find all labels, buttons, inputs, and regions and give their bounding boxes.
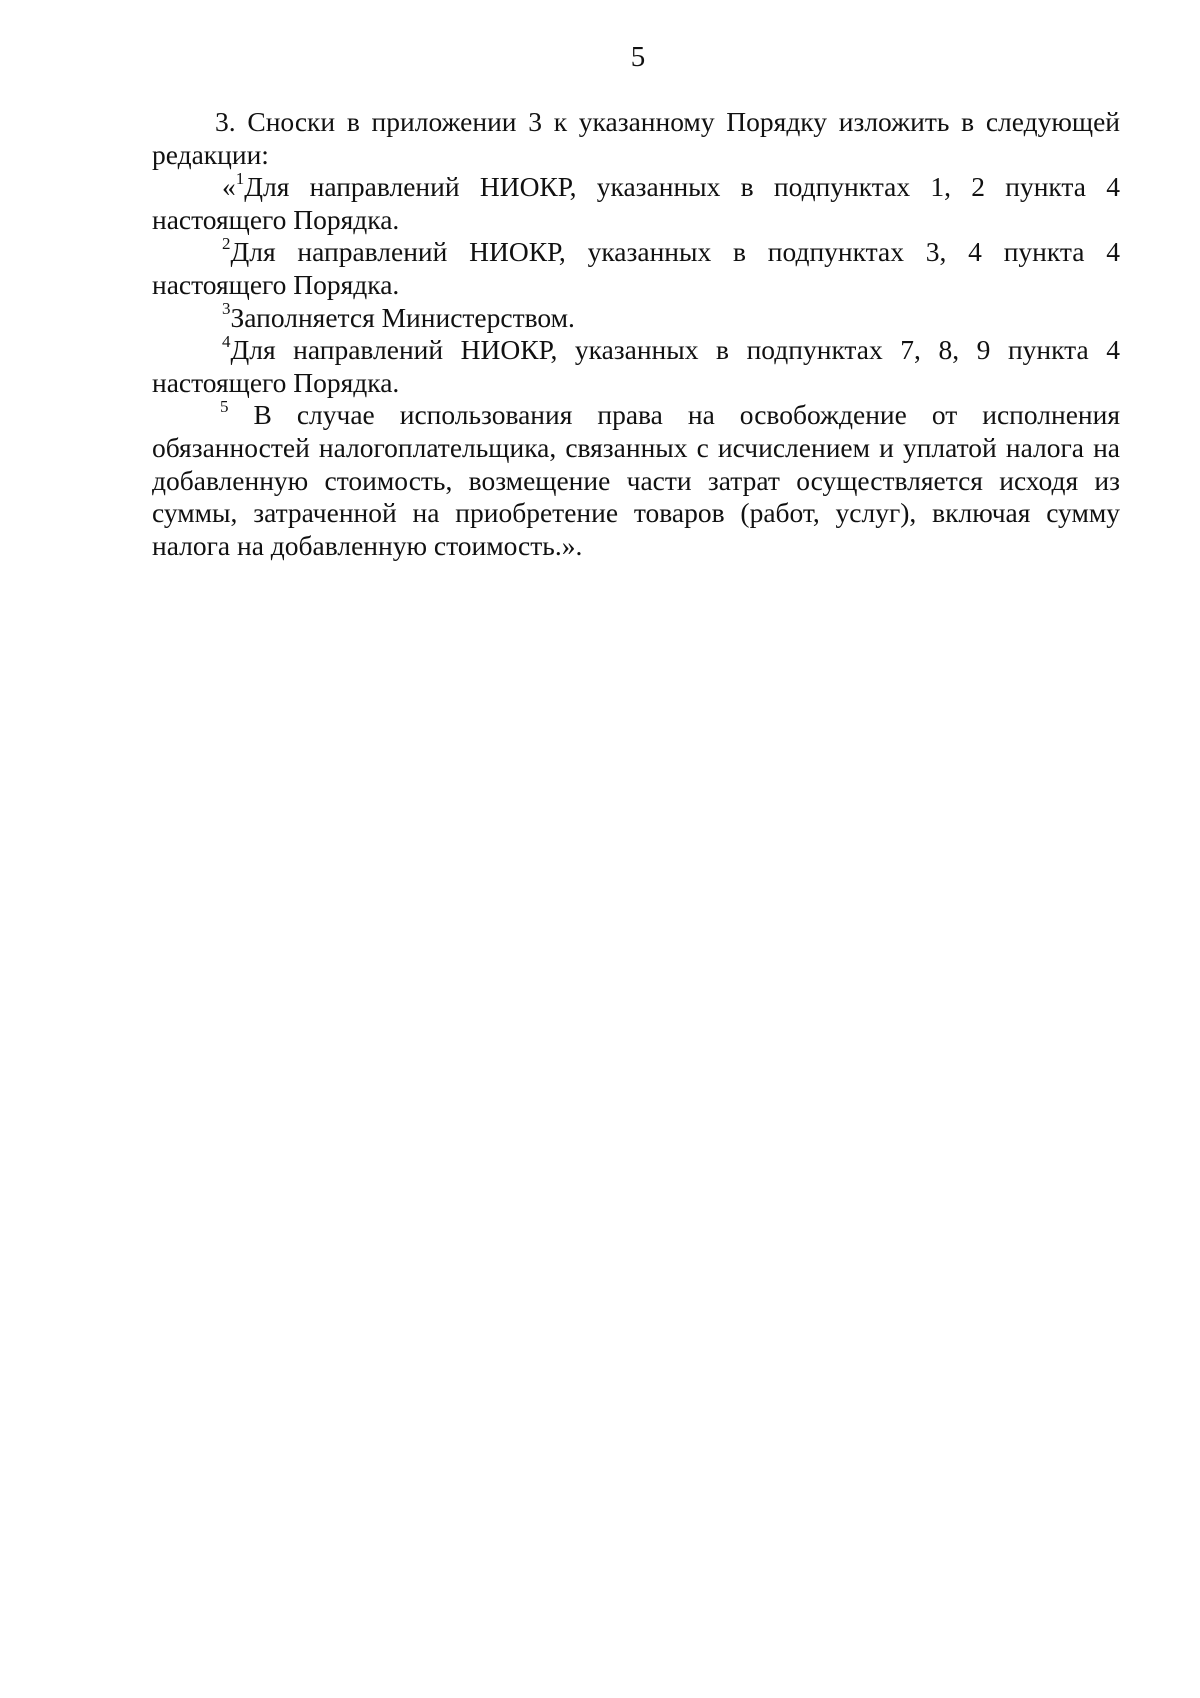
footnote-4 (152, 334, 1120, 399)
footnote-4-text: Для направлений НИОКР, указанных в подпунктах 7, 8, 9 пункта 4 настоящего Порядка. (152, 334, 1120, 398)
page-number: 5 (630, 41, 646, 73)
intro-paragraph: 3. Сноски в приложении 3 к указанному Порядку изложить в следующей редакции: (152, 106, 1120, 170)
footnote-5-text: В случае использования права на освобождение от исполнения обязанностей налогоплательщика, связанных с исчислением и уплатой налога на добавленную стоимость, возмещение части затрат осуществляется исходя из суммы, затраченной на приобретение товаров (работ, услуг), включая сумму налога на добавленную стоимость.». (152, 399, 1120, 561)
footnote-2-text: Для направлений НИОКР, указанных в подпунктах 3, 4 пункта 4 настоящего Порядка. (152, 236, 1120, 300)
footnote-1 (152, 171, 1120, 236)
opening-quote: « (222, 171, 236, 203)
footnote-5-marker: 5 (220, 397, 229, 417)
document-body (152, 106, 1120, 562)
footnote-4-marker: 4 (222, 332, 231, 351)
footnote-5 (152, 399, 1120, 562)
footnote-3 (152, 299, 1120, 335)
footnote-3-marker: 3 (222, 299, 231, 319)
footnote-2 (152, 236, 1120, 301)
footnote-1-marker: 1 (235, 169, 245, 189)
footnote-1-text: Для направлений НИОКР, указанных в подпунктах 1, 2 пункта 4 настоящего Порядка. (152, 171, 1120, 235)
footnote-2-marker: 2 (222, 234, 231, 254)
footnote-3-text: Заполняется Министерством. (230, 301, 575, 333)
